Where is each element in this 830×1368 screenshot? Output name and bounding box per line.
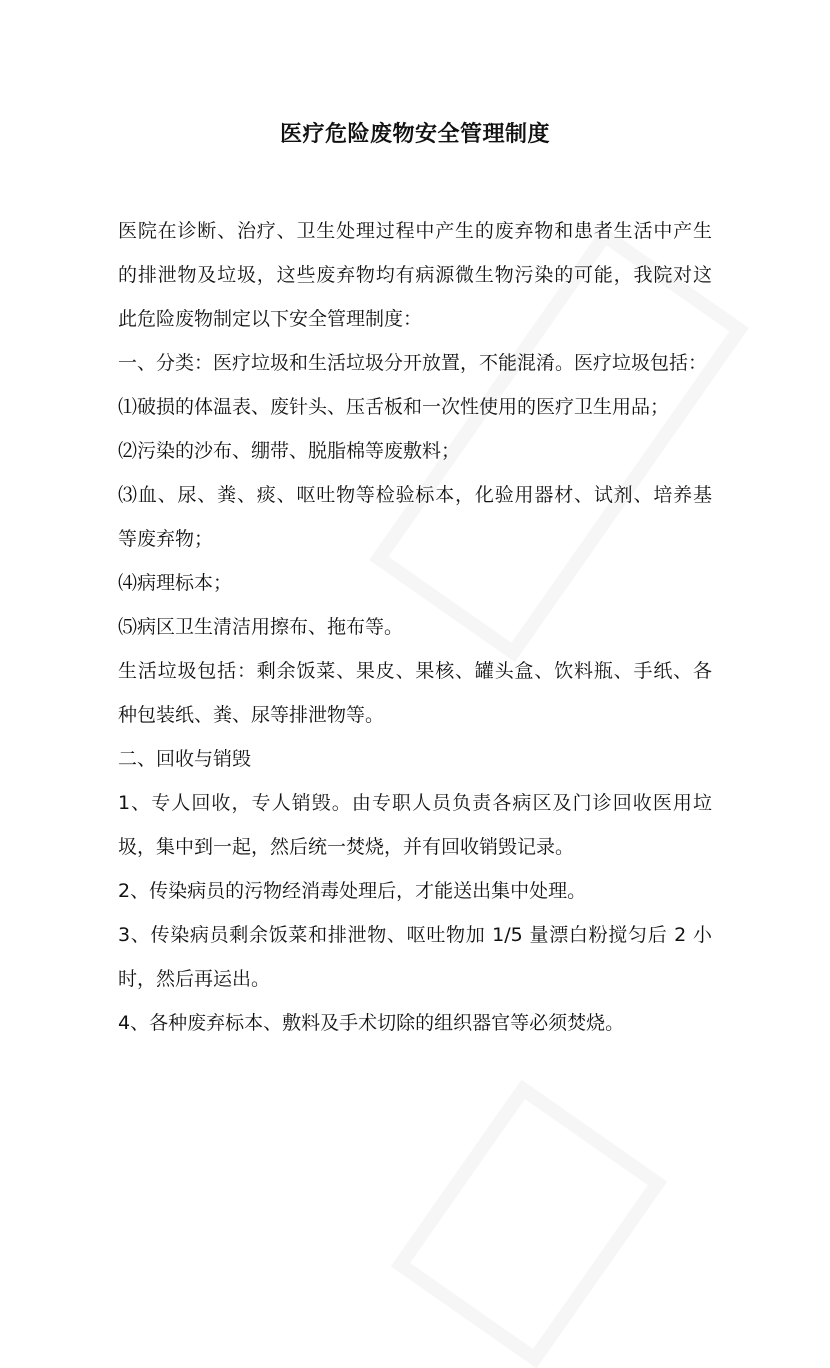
text-line: 的排泄物及垃圾，这些废弃物均有病源微生物污染的可能，我院对这 (118, 264, 712, 286)
text-line: ⑸病区卫生清洁用擦布、拖布等。 (118, 616, 404, 638)
text-line: 医院在诊断、治疗、卫生处理过程中产生的废弃物和患者生活中产生 (118, 220, 712, 242)
text-line: 时，然后再运出。 (118, 968, 271, 990)
text-line: 4、各种废弃标本、敷料及手术切除的组织器官等必须焚烧。 (118, 1012, 625, 1034)
text-line: 3、传染病员剩余饭菜和排泄物、呕吐物加 1/5 量漂白粉搅匀后 2 小 (118, 924, 712, 946)
text-line: 生活垃圾包括：剩余饭菜、果皮、果核、罐头盒、饮料瓶、手纸、各 (118, 660, 712, 682)
text-line: 一、分类：医疗垃圾和生活垃圾分开放置，不能混淆。医疗垃圾包括： (118, 352, 708, 374)
text-line: 1、专人回收，专人销毁。由专职人员负责各病区及门诊回收医用垃 (118, 792, 712, 814)
watermark (391, 1080, 668, 1368)
text-line: 种包装纸、粪、尿等排泄物等。 (118, 704, 385, 726)
text-line: ⑴破损的体温表、废针头、压舌板和一次性使用的医疗卫生用品； (118, 396, 670, 418)
text-line: ⑷病理标本； (118, 572, 233, 594)
text-line: 圾，集中到一起，然后统一焚烧，并有回收销毁记录。 (118, 836, 575, 858)
text-line: ⑵污染的沙布、绷带、脱脂棉等废敷料； (118, 440, 461, 462)
text-line: ⑶血、尿、粪、痰、呕吐物等检验标本，化验用器材、试剂、培养基 (118, 484, 712, 506)
text-line: 等废弃物； (118, 528, 214, 550)
text-line: 2、传染病员的污物经消毒处理后，才能送出集中处理。 (118, 880, 587, 902)
text-line: 二、回收与销毁 (118, 748, 252, 770)
document-title: 医疗危险废物安全管理制度 (279, 122, 550, 147)
text-line: 此危险废物制定以下安全管理制度： (118, 308, 423, 330)
document-body (118, 209, 712, 1045)
